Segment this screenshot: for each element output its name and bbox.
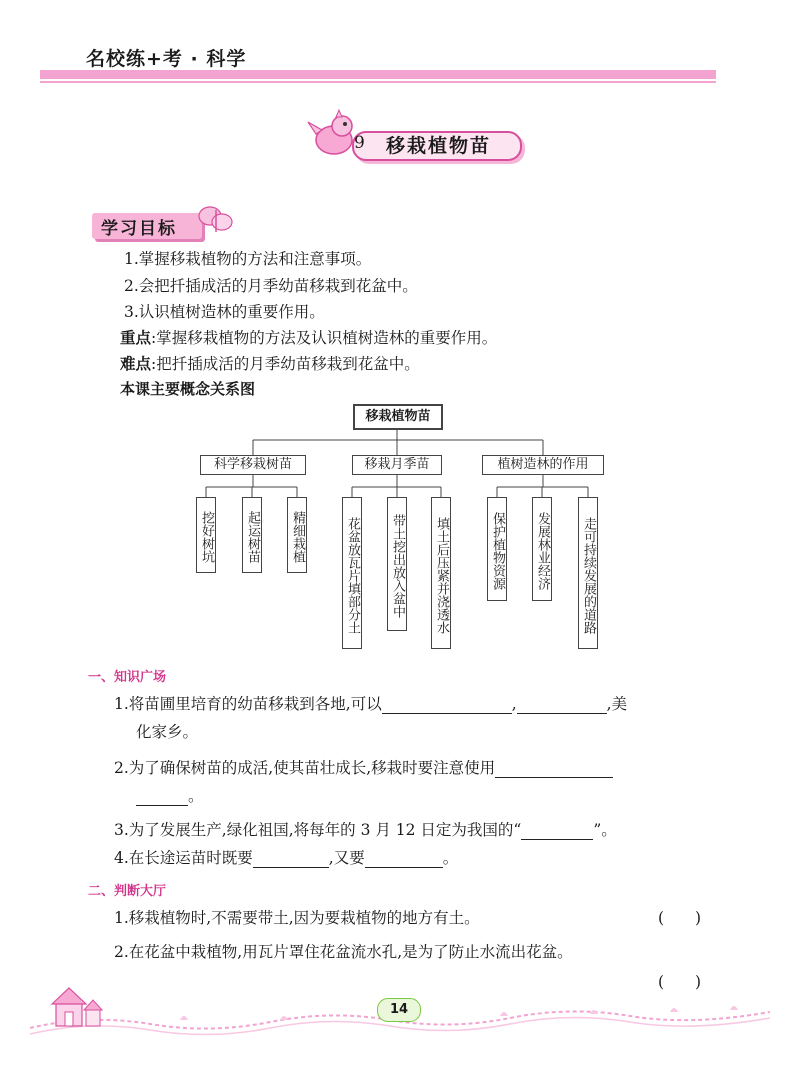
fill-q3-text: 3.为了发展生产,绿化祖国,将每年的 3 月 12 日定为我国的“ [114, 821, 522, 839]
goal-item-3: 3.认识植树造林的重要作用。 [124, 303, 325, 321]
fill-q1-tail: ,美 [606, 695, 628, 713]
fill-q4-mid: ,又要 [328, 849, 365, 867]
answer-blank[interactable] [495, 760, 613, 778]
judge-answer-paren-2[interactable]: ( ) [658, 973, 702, 991]
fill-question-3 [114, 818, 617, 840]
map-leaf-3-3: 走可持续发展的道路 [578, 497, 598, 649]
map-leaf-2-2: 带土挖出放入盆中 [387, 497, 407, 631]
answer-blank[interactable] [517, 696, 607, 714]
section-2-title: 二、判断大厅 [88, 884, 167, 899]
fill-q1-text: 1.将苗圃里培育的幼苗移栽到各地,可以 [114, 695, 382, 713]
fill-question-2 [114, 756, 613, 778]
hard-point-label: 难点 [120, 354, 152, 373]
judge-answer-paren-1[interactable]: ( ) [658, 909, 702, 927]
lesson-number: 9 [354, 133, 365, 153]
map-leaf-1-1: 挖好树坑 [196, 497, 216, 573]
fill-q2-end: 。 [188, 787, 204, 805]
map-leaf-2-3: 填土后压紧并浇透水 [431, 497, 451, 649]
goal-item-1: 1.掌握移栽植物的方法和注意事项。 [124, 250, 372, 268]
lesson-title: 移栽植物苗 [386, 135, 492, 157]
answer-blank[interactable] [365, 850, 443, 868]
fill-q4-text: 4.在长途运苗时既要 [114, 849, 253, 867]
concept-map-title: 本课主要概念关系图 [120, 380, 256, 398]
fill-q4-end: 。 [442, 849, 459, 867]
map-branch-3: 植树造林的作用 [482, 455, 604, 475]
judge-question-1: 1.移栽植物时,不需要带土,因为要栽植物的地方有土。 [114, 909, 480, 927]
map-leaf-1-2: 起运树苗 [242, 497, 262, 573]
map-leaf-3-1: 保护植物资源 [487, 497, 507, 601]
fill-q2-text: 2.为了确保树苗的成活,使其苗壮成长,移栽时要注意使用 [114, 759, 496, 777]
header-title: 名校练+考 · 科学 [86, 48, 247, 70]
house-icon [52, 988, 102, 1026]
fill-question-4 [114, 846, 458, 868]
goal-item-2: 2.会把扦插成活的月季幼苗移栽到花盆中。 [124, 277, 418, 295]
map-leaf-2-1: 花盆放瓦片填部分土 [342, 497, 362, 649]
fill-q1-sep: , [511, 695, 517, 713]
fill-q3-end: ”。 [593, 821, 617, 839]
section-1-title: 一、知识广场 [88, 670, 167, 685]
key-point-label: 重点 [120, 328, 152, 347]
map-branch-1: 科学移栽树苗 [200, 455, 306, 475]
page-number: 14 [377, 998, 421, 1022]
fill-q2-continued [136, 784, 204, 806]
hard-point-text: :把扦插成活的月季幼苗移栽到花盆中。 [151, 355, 420, 373]
answer-blank[interactable] [521, 822, 593, 840]
answer-blank[interactable] [253, 850, 329, 868]
map-leaf-1-3: 精细栽植 [287, 497, 307, 573]
map-root: 移栽植物苗 [353, 404, 443, 430]
map-branch-2: 移栽月季苗 [352, 455, 442, 475]
judge-question-2: 2.在花盆中栽植物,用瓦片罩住花盆流水孔,是为了防止水流出花盆。 [114, 943, 573, 961]
fill-question-1 [114, 692, 627, 714]
key-point-text: :掌握移栽植物的方法及认识植树造林的重要作用。 [151, 329, 498, 347]
map-leaf-3-2: 发展林业经济 [532, 497, 552, 601]
answer-blank[interactable] [382, 696, 512, 714]
goals-label: 学习目标 [101, 219, 177, 239]
fill-q1-continued: 化家乡。 [136, 723, 199, 741]
answer-blank[interactable] [136, 788, 188, 806]
